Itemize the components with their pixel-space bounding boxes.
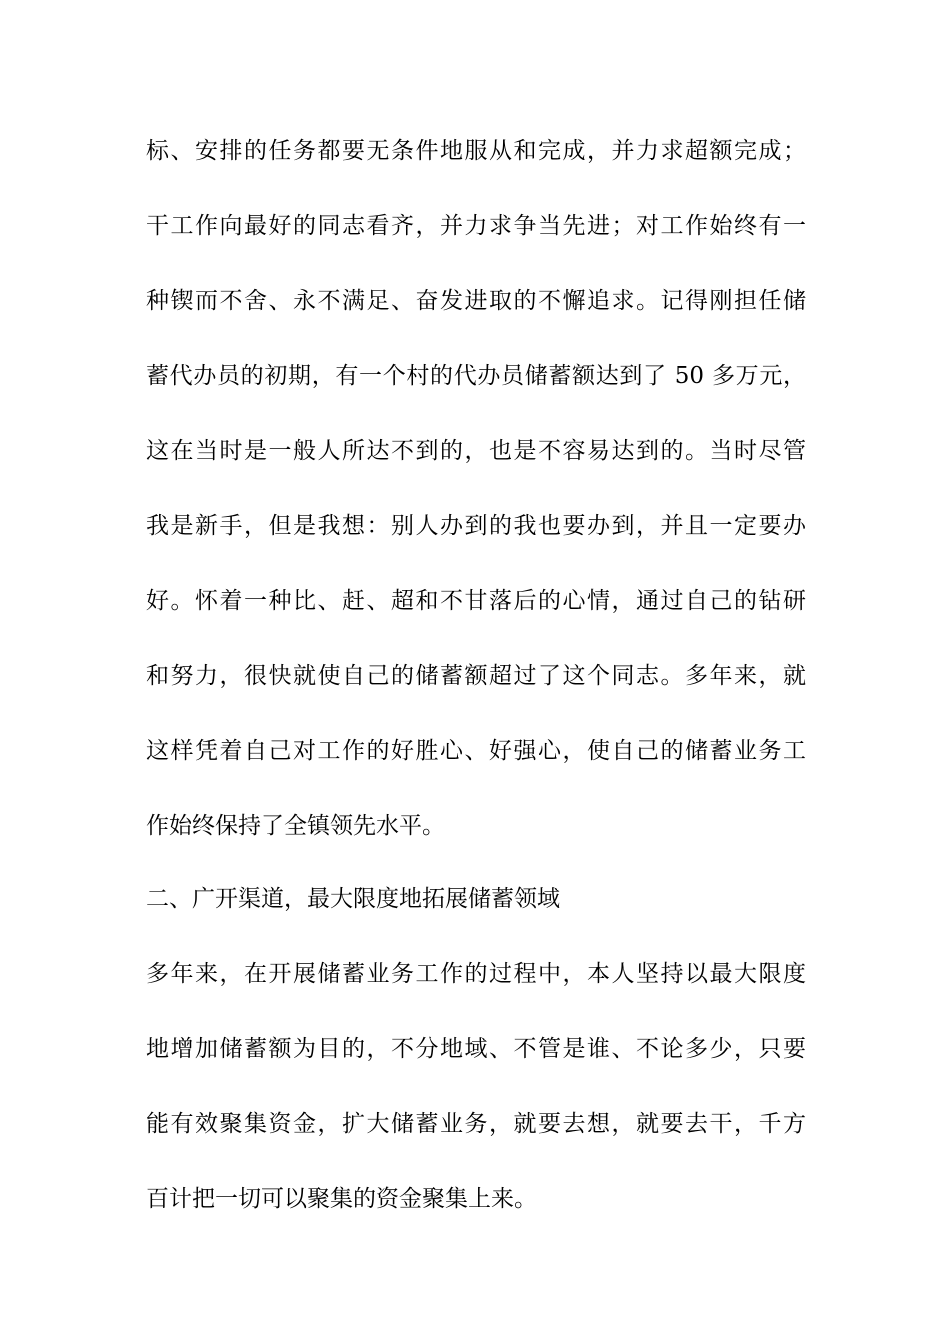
text-line: 我是新手，但是我想：别人办到的我也要办到，并且一定要办 — [146, 513, 806, 539]
section-heading: 二、广开渠道，最大限度地拓展储蓄领域 — [146, 886, 560, 912]
text-line-paragraph-end: 作始终保持了全镇领先水平。 — [146, 813, 445, 839]
text-line: 多年来，在开展储蓄业务工作的过程中，本人坚持以最大限度 — [146, 961, 806, 987]
text-line: 地增加储蓄额为目的，不分地域、不管是谁、不论多少，只要 — [146, 1036, 806, 1062]
text-line: 种锲而不舍、永不满足、奋发进取的不懈追求。记得刚担任储 — [146, 288, 806, 314]
text-line-paragraph-end: 百计把一切可以聚集的资金聚集上来。 — [146, 1186, 537, 1212]
text-line: 蓄代办员的初期，有一个村的代办员储蓄额达到了 50 多万元， — [146, 363, 806, 389]
text-line: 这样凭着自己对工作的好胜心、好强心，使自己的储蓄业务工 — [146, 738, 806, 764]
text-line: 能有效聚集资金，扩大储蓄业务，就要去想，就要去干，千方 — [146, 1111, 806, 1137]
text-line: 标、安排的任务都要无条件地服从和完成，并力求超额完成； — [146, 138, 806, 164]
text-line: 干工作向最好的同志看齐，并力求争当先进；对工作始终有一 — [146, 213, 806, 239]
text-line: 这在当时是一般人所达不到的，也是不容易达到的。当时尽管 — [146, 438, 806, 464]
text-line: 好。怀着一种比、赶、超和不甘落后的心情，通过自己的钻研 — [146, 588, 806, 614]
text-line: 和努力，很快就使自己的储蓄额超过了这个同志。多年来，就 — [146, 663, 806, 689]
